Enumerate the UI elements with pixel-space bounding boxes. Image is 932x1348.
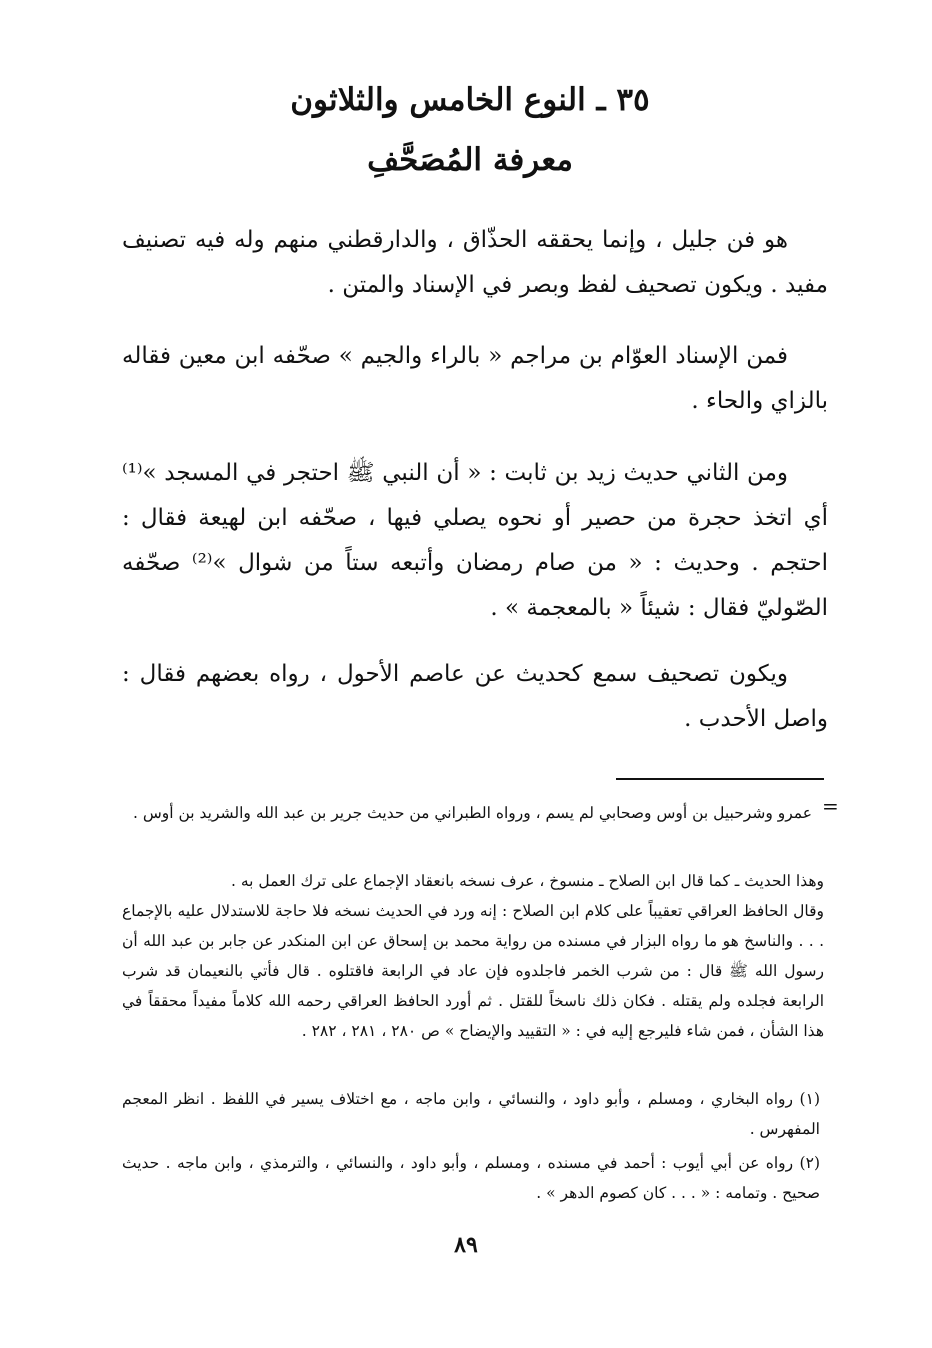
footnote-continuation-a: عمرو وشرحبيل بن أوس وصحابي لم يسم ، ورواه الطبراني من حديث جرير بن عبد الله والشريد بن أوس . [133,804,812,822]
paragraph-4-text: ويكون تصحيف سمع كحديث عن عاصم الأحول ، رواه بعضهم فقال : واصل الأحدب . [122,661,828,732]
chapter-subtitle: معرفة المُصَحَّفِ [367,142,573,178]
footnote-continuation-c: وقال الحافظ العراقي تعقيباً على كلام ابن الصلاح : إنه ورد في الحديث نسخه فلا حاجة للاستدلال عليه بالإجماع . . . والناسخ هو ما رواه البزار في مسنده من رواية محمد بن إسحاق عن ابن المنكدر عن جابر بن عبد الله أن رسول الله ﷺ قال : من شرب الخمر فاجلدوه فإن عاد في الرابعة فاقتلوه . قال فأتي بالنعيمان قد شرب الرابعة فجلده ولم يقتله . فكان ذلك ناسخاً للقتل . ثم أورد الحافظ العراقي رحمه الله كلاماً مفيداً محققاً في هذا الشأن ، فمن شاء فليرجع إليه في : « التقييد والإيضاح » ص ٢٨٠ ، ٢٨١ ، ٢٨٢ . [122,902,824,1040]
paragraph-1-text: هو فن جليل ، وإنما يحققه الحذّاق ، والدارقطني منهم وله فيه تصنيف مفيد . ويكون تصحيف لفظ وبصر في الإسناد والمتن . [122,227,828,298]
paragraph-2-text: فمن الإسناد العوّام بن مراجم « بالراء والجيم » صحّفه ابن معين فقاله بالزاي والحاء . [122,343,828,414]
footnote-continuation-mark: = [822,794,839,818]
chapter-title: ٣٥ ـ النوع الخامس والثلاثون [290,82,650,118]
footnote-continuation-b: وهذا الحديث ـ كما قال ابن الصلاح ـ منسوخ ، عرف نسخه بانعقاد الإجماع على ترك العمل به . [231,872,824,890]
paragraph-3-text: ومن الثاني حديث زيد بن ثابت : « أن النبي ﷺ احتجر في المسجد »⁽¹⁾ أي اتخذ حجرة من حصير أو نحوه يصلي فيها ، صحّفه ابن لهيعة فقال : احتجم . وحديث : « من صام رمضان وأتبعه ستاً من شوال »⁽²⁾ صحّفه الصّوليّ فقال : شيئاً « بالمعجمة » . [122,460,828,621]
paragraph-1 [122,218,828,308]
footnote-2: (٢) رواه عن أبي أيوب : أحمد في مسنده ، ومسلم ، وأبو داود ، والنسائي ، والترمذي ، وابن ماجه . حديث صحيح . وتمامه : « . . . كان كصوم الدهر » . [122,1154,820,1202]
footnote-1: (١) رواه البخاري ، ومسلم ، وأبو داود ، والنسائي ، وابن ماجه ، مع اختلاف يسير في اللفظ . انظر المعجم المفهرس . [122,1090,820,1138]
footnote-separator [616,778,824,780]
page-number: ٨٩ [454,1232,478,1258]
paragraph-2 [122,334,828,424]
paragraph-4 [122,652,828,742]
paragraph-3 [122,451,828,631]
